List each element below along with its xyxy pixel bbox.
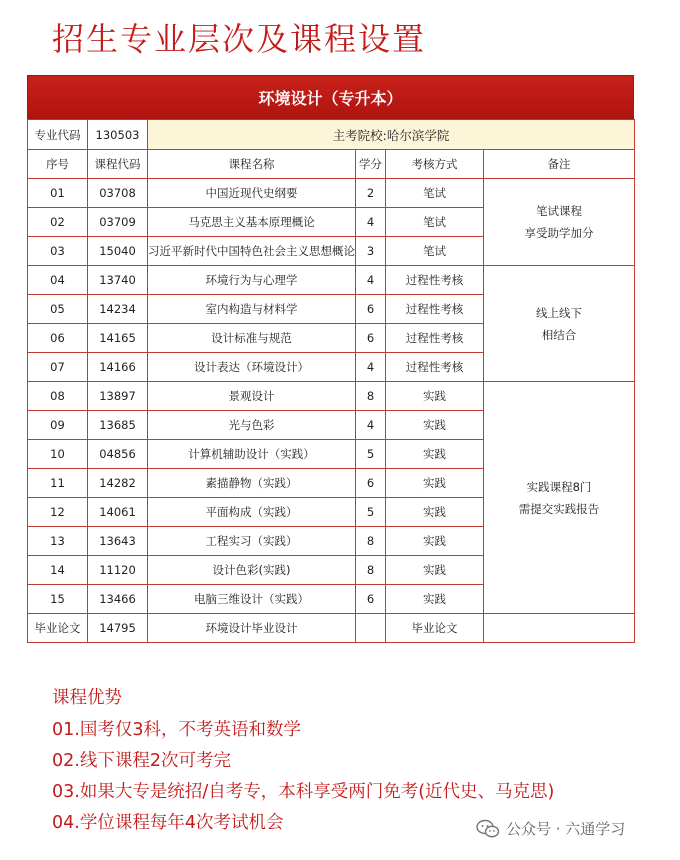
row-no: 08 <box>28 382 88 411</box>
row-method: 实践 <box>386 382 484 411</box>
row-code: 13466 <box>88 585 148 614</box>
major-code-label: 专业代码 <box>28 120 88 150</box>
row-credit: 6 <box>356 324 386 353</box>
watermark-text: 公众号 · 六通学习 <box>506 820 626 838</box>
table-row <box>28 179 635 208</box>
row-credit: 4 <box>356 353 386 382</box>
row-method: 过程性考核 <box>386 324 484 353</box>
course-table-container <box>27 75 634 643</box>
row-code: 14061 <box>88 498 148 527</box>
row-method: 过程性考核 <box>386 353 484 382</box>
note-line: 享受助学加分 <box>524 226 594 240</box>
row-credit: 6 <box>356 469 386 498</box>
advantage-item: 02.线下课程2次可考完 <box>52 751 231 771</box>
page-title: 招生专业层次及课程设置 <box>52 20 427 58</box>
row-method: 过程性考核 <box>386 295 484 324</box>
note-line: 笔试课程 <box>536 204 583 218</box>
row-no: 07 <box>28 353 88 382</box>
row-code: 03708 <box>88 179 148 208</box>
row-code: 14282 <box>88 469 148 498</box>
advantage-item: 04.学位课程每年4次考试机会 <box>52 813 284 833</box>
row-name: 电脑三维设计（实践） <box>148 585 356 614</box>
row-name: 设计标准与规范 <box>148 324 356 353</box>
row-no: 13 <box>28 527 88 556</box>
row-name: 设计色彩(实践) <box>148 556 356 585</box>
row-name: 计算机辅助设计（实践） <box>148 440 356 469</box>
row-code: 13897 <box>88 382 148 411</box>
row-method: 实践 <box>386 469 484 498</box>
row-no: 04 <box>28 266 88 295</box>
row-method: 实践 <box>386 440 484 469</box>
row-code: 15040 <box>88 237 148 266</box>
row-name: 室内构造与材料学 <box>148 295 356 324</box>
row-code: 03709 <box>88 208 148 237</box>
row-method: 实践 <box>386 556 484 585</box>
row-name: 环境行为与心理学 <box>148 266 356 295</box>
row-note-group2 <box>484 266 635 382</box>
thesis-name: 环境设计毕业设计 <box>148 614 356 643</box>
thesis-credit <box>356 614 386 643</box>
row-code: 11120 <box>88 556 148 585</box>
row-name: 中国近现代史纲要 <box>148 179 356 208</box>
row-name: 工程实习（实践） <box>148 527 356 556</box>
row-no: 10 <box>28 440 88 469</box>
row-code: 13685 <box>88 411 148 440</box>
row-credit: 2 <box>356 179 386 208</box>
wechat-icon <box>476 819 500 839</box>
advantages-title: 课程优势 <box>52 688 122 708</box>
row-name: 素描静物（实践） <box>148 469 356 498</box>
thesis-no: 毕业论文 <box>28 614 88 643</box>
col-header-method: 考核方式 <box>386 150 484 179</box>
course-table <box>27 119 635 643</box>
advantage-item: 03.如果大专是统招/自考专，本科享受两门免考(近代史、马克思) <box>52 782 555 802</box>
row-no: 12 <box>28 498 88 527</box>
row-method: 实践 <box>386 411 484 440</box>
row-code: 13740 <box>88 266 148 295</box>
row-credit: 8 <box>356 527 386 556</box>
row-credit: 8 <box>356 556 386 585</box>
col-header-note: 备注 <box>484 150 635 179</box>
note-line: 需提交实践报告 <box>518 501 600 516</box>
row-credit: 4 <box>356 208 386 237</box>
row-method: 笔试 <box>386 179 484 208</box>
note-line: 线上线下 <box>536 305 583 320</box>
info-row <box>28 120 635 150</box>
note-line: 相结合 <box>541 327 577 342</box>
row-note-group3 <box>484 382 635 614</box>
row-no: 14 <box>28 556 88 585</box>
col-header-no: 序号 <box>28 150 88 179</box>
row-code: 13643 <box>88 527 148 556</box>
row-no: 15 <box>28 585 88 614</box>
note-line: 实践课程8门 <box>526 479 592 494</box>
campus-cell: 主考院校:哈尔滨学院 <box>148 120 635 150</box>
row-no: 01 <box>28 179 88 208</box>
watermark <box>476 818 625 839</box>
row-code: 14234 <box>88 295 148 324</box>
row-method: 实践 <box>386 585 484 614</box>
advantage-item: 01.国考仅3科，不考英语和数学 <box>52 720 301 740</box>
row-no: 06 <box>28 324 88 353</box>
thesis-method: 毕业论文 <box>386 614 484 643</box>
col-header-credit: 学分 <box>356 150 386 179</box>
row-no: 05 <box>28 295 88 324</box>
row-code: 14166 <box>88 353 148 382</box>
row-credit: 6 <box>356 585 386 614</box>
thesis-code: 14795 <box>88 614 148 643</box>
advantages-section <box>52 684 554 839</box>
row-name: 设计表达（环境设计） <box>148 353 356 382</box>
row-method: 笔试 <box>386 237 484 266</box>
row-name: 光与色彩 <box>148 411 356 440</box>
row-credit: 4 <box>356 266 386 295</box>
row-name: 平面构成（实践） <box>148 498 356 527</box>
thesis-row <box>28 614 635 643</box>
row-credit: 4 <box>356 411 386 440</box>
row-name: 马克思主义基本原理概论 <box>148 208 356 237</box>
row-no: 02 <box>28 208 88 237</box>
column-header-row <box>28 150 635 179</box>
row-method: 过程性考核 <box>386 266 484 295</box>
row-credit: 5 <box>356 498 386 527</box>
col-header-name: 课程名称 <box>148 150 356 179</box>
row-method: 笔试 <box>386 208 484 237</box>
row-credit: 8 <box>356 382 386 411</box>
row-name: 景观设计 <box>148 382 356 411</box>
row-name: 习近平新时代中国特色社会主义思想概论 <box>148 237 356 266</box>
col-header-code: 课程代码 <box>88 150 148 179</box>
row-credit: 3 <box>356 237 386 266</box>
table-row <box>28 266 635 295</box>
row-no: 09 <box>28 411 88 440</box>
row-code: 04856 <box>88 440 148 469</box>
row-credit: 5 <box>356 440 386 469</box>
table-header: 环境设计（专升本） <box>27 75 634 119</box>
table-row <box>28 382 635 411</box>
thesis-note <box>484 614 635 643</box>
row-method: 实践 <box>386 498 484 527</box>
row-credit: 6 <box>356 295 386 324</box>
row-method: 实践 <box>386 527 484 556</box>
row-code: 14165 <box>88 324 148 353</box>
row-no: 03 <box>28 237 88 266</box>
row-note-group1 <box>484 179 635 266</box>
major-code-value: 130503 <box>88 120 148 150</box>
row-no: 11 <box>28 469 88 498</box>
